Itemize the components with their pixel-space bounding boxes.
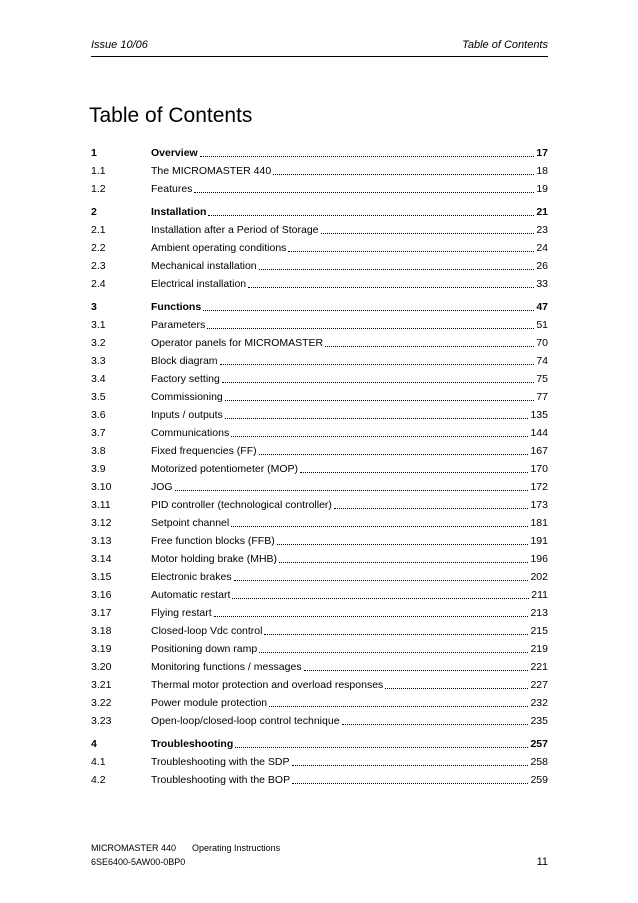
toc-entry-title: Flying restart <box>151 607 212 619</box>
toc-entry-page: 191 <box>530 535 548 547</box>
page-title: Table of Contents <box>89 104 253 127</box>
toc-entry-number: 3.20 <box>91 661 112 673</box>
toc-entry[interactable] <box>91 511 548 529</box>
dot-leader <box>234 579 529 581</box>
toc-entry-number: 3.12 <box>91 517 112 529</box>
toc-entry-title: PID controller (technological controller) <box>151 499 332 511</box>
dot-leader <box>214 615 529 617</box>
toc-entry-title: Functions <box>151 301 202 313</box>
toc-entry-number: 1.1 <box>91 165 106 177</box>
dot-leader <box>259 651 528 653</box>
toc-entry[interactable] <box>91 673 548 691</box>
toc-entry-title: Positioning down ramp <box>151 643 258 655</box>
toc-entry-title: Troubleshooting with the BOP <box>151 774 291 786</box>
toc-entry[interactable] <box>91 331 548 349</box>
toc-entry-title: Features <box>151 183 193 195</box>
toc-entry[interactable] <box>91 457 548 475</box>
dot-leader <box>277 543 529 545</box>
toc-entry-page: 227 <box>530 679 548 691</box>
toc-entry[interactable] <box>91 655 548 673</box>
toc-entry-title: Motorized potentiometer (MOP) <box>151 463 299 475</box>
toc-entry[interactable] <box>91 218 548 236</box>
toc-entry-page: 144 <box>530 427 548 439</box>
toc-entry-page: 213 <box>530 607 548 619</box>
toc-entry-page: 167 <box>530 445 548 457</box>
toc-entry-page: 259 <box>530 774 548 786</box>
toc-entry-title: Parameters <box>151 319 206 331</box>
dot-leader <box>225 417 529 419</box>
toc-entry-number: 3.21 <box>91 679 112 691</box>
dot-leader <box>231 525 528 527</box>
toc-entry-page: 181 <box>530 517 548 529</box>
dot-leader <box>220 363 535 365</box>
toc-entry[interactable] <box>91 493 548 511</box>
dot-leader <box>203 309 534 311</box>
dot-leader <box>259 268 535 270</box>
toc-entry-title: Installation <box>151 206 207 218</box>
toc-entry-page: 74 <box>536 355 548 367</box>
toc-chapter-entry[interactable] <box>91 293 548 313</box>
toc-entry-title: Commissioning <box>151 391 223 403</box>
issue-label: Issue 10/06 <box>91 39 148 51</box>
toc-chapter-entry[interactable] <box>91 198 548 218</box>
toc-entry-page: 172 <box>530 481 548 493</box>
toc-entry-page: 196 <box>530 553 548 565</box>
toc-entry[interactable] <box>91 565 548 583</box>
toc-entry-number: 3.10 <box>91 481 112 493</box>
toc-entry-number: 2 <box>91 206 97 218</box>
toc-entry-page: 18 <box>536 165 548 177</box>
dot-leader <box>385 687 528 689</box>
toc-entry-page: 135 <box>530 409 548 421</box>
toc-entry-number: 3.13 <box>91 535 112 547</box>
toc-entry-number: 3.22 <box>91 697 112 709</box>
dot-leader <box>194 191 534 193</box>
toc-entry-page: 232 <box>530 697 548 709</box>
toc-entry-page: 215 <box>530 625 548 637</box>
toc-entry[interactable] <box>91 475 548 493</box>
toc-entry[interactable] <box>91 421 548 439</box>
toc-entry[interactable] <box>91 254 548 272</box>
toc-entry[interactable] <box>91 177 548 195</box>
dot-leader <box>334 507 529 509</box>
dot-leader <box>231 435 528 437</box>
toc-entry-number: 3.19 <box>91 643 112 655</box>
toc-entry-title: Electrical installation <box>151 278 247 290</box>
product-name: MICROMASTER 440 <box>91 843 177 853</box>
toc-entry-page: 26 <box>536 260 548 272</box>
toc-entry-page: 23 <box>536 224 548 236</box>
toc-entry-number: 3.4 <box>91 373 106 385</box>
dot-leader <box>175 489 529 491</box>
toc-entry-title: Overview <box>151 147 198 159</box>
toc-entry-page: 235 <box>530 715 548 727</box>
toc-entry-title: Monitoring functions / messages <box>151 661 302 673</box>
dot-leader <box>300 471 528 473</box>
toc-entry-page: 173 <box>530 499 548 511</box>
toc-entry-number: 2.3 <box>91 260 106 272</box>
toc-entry-title: Operator panels for MICROMASTER <box>151 337 324 349</box>
dot-leader <box>259 453 529 455</box>
toc-entry-title: Fixed frequencies (FF) <box>151 445 257 457</box>
toc-entry-title: Motor holding brake (MHB) <box>151 553 278 565</box>
toc-entry-title: Free function blocks (FFB) <box>151 535 275 547</box>
toc-entry-page: 221 <box>530 661 548 673</box>
toc-entry[interactable] <box>91 367 548 385</box>
dot-leader <box>200 155 535 157</box>
toc-entry-number: 2.1 <box>91 224 106 236</box>
toc-entry-title: Troubleshooting with the SDP <box>151 756 290 768</box>
toc-entry-number: 3.11 <box>91 499 111 511</box>
dot-leader <box>248 286 534 288</box>
toc-entry-number: 3.6 <box>91 409 106 421</box>
toc-entry-title: Mechanical installation <box>151 260 257 272</box>
dot-leader <box>273 173 534 175</box>
toc-entry-number: 4.1 <box>91 756 106 768</box>
toc-entry-page: 202 <box>530 571 548 583</box>
dot-leader <box>292 764 529 766</box>
toc-entry-number: 3.18 <box>91 625 112 637</box>
toc-entry-number: 3.5 <box>91 391 106 403</box>
dot-leader <box>321 232 535 234</box>
toc-entry-page: 257 <box>530 738 548 750</box>
toc-chapter-entry[interactable] <box>91 139 548 159</box>
toc-entry-number: 3.23 <box>91 715 112 727</box>
toc-entry-title: Communications <box>151 427 230 439</box>
page-number: 11 <box>536 856 548 868</box>
dot-leader <box>235 746 528 748</box>
dot-leader <box>264 633 528 635</box>
toc-entry-page: 47 <box>536 301 548 313</box>
toc-entry-title: Setpoint channel <box>151 517 230 529</box>
toc-entry-number: 2.2 <box>91 242 106 254</box>
toc-entry[interactable] <box>91 349 548 367</box>
toc-entry-number: 3.16 <box>91 589 112 601</box>
toc-entry-title: Ambient operating conditions <box>151 242 287 254</box>
order-number: 6SE6400-5AW00-0BP0 <box>91 857 186 867</box>
toc-entry-number: 4.2 <box>91 774 106 786</box>
toc-entry-page: 24 <box>536 242 548 254</box>
toc-entry-page: 77 <box>536 391 548 403</box>
toc-entry-title: Power module protection <box>151 697 268 709</box>
toc-entry[interactable] <box>91 768 548 786</box>
toc-entry-number: 3.3 <box>91 355 106 367</box>
toc-entry-number: 2.4 <box>91 278 106 290</box>
header-divider <box>91 56 548 57</box>
toc-entry-page: 17 <box>536 147 548 159</box>
section-label: Table of Contents <box>462 39 548 51</box>
toc-entry-page: 211 <box>531 589 548 601</box>
toc-entry[interactable] <box>91 236 548 254</box>
dot-leader <box>325 345 534 347</box>
toc-entry-title: Troubleshooting <box>151 738 234 750</box>
toc-entry-title: Open-loop/closed-loop control technique <box>151 715 340 727</box>
dot-leader <box>342 723 529 725</box>
toc-entry[interactable] <box>91 159 548 177</box>
toc-entry-title: Closed-loop Vdc control <box>151 625 263 637</box>
toc-entry-number: 3.14 <box>91 553 112 565</box>
toc-entry-title: JOG <box>151 481 173 493</box>
toc-entry-title: Electronic brakes <box>151 571 232 583</box>
toc-entry-number: 3.15 <box>91 571 112 583</box>
toc-entry-page: 170 <box>530 463 548 475</box>
toc-entry-page: 21 <box>536 206 548 218</box>
toc-entry-number: 3 <box>91 301 97 313</box>
toc-entry-title: Thermal motor protection and overload responses <box>151 679 384 691</box>
document-type: Operating Instructions <box>192 843 281 853</box>
toc-entry-number: 3.8 <box>91 445 106 457</box>
toc-entry-title: Installation after a Period of Storage <box>151 224 319 236</box>
toc-entry[interactable] <box>91 403 548 421</box>
dot-leader <box>232 597 529 599</box>
dot-leader <box>279 561 528 563</box>
toc-entry-number: 1.2 <box>91 183 106 195</box>
dot-leader <box>225 399 535 401</box>
toc-entry-page: 219 <box>530 643 548 655</box>
toc-entry[interactable] <box>91 313 548 331</box>
dot-leader <box>222 381 534 383</box>
toc-entry[interactable] <box>91 637 548 655</box>
toc-entry[interactable] <box>91 601 548 619</box>
toc-chapter-entry[interactable] <box>91 730 548 750</box>
dot-leader <box>208 214 534 216</box>
toc-entry-number: 3.17 <box>91 607 112 619</box>
toc-entry-number: 3.7 <box>91 427 106 439</box>
toc-entry-number: 4 <box>91 738 97 750</box>
toc-entry-title: Automatic restart <box>151 589 231 601</box>
toc-entry-page: 258 <box>530 756 548 768</box>
toc-entry-page: 51 <box>536 319 548 331</box>
toc-entry[interactable] <box>91 529 548 547</box>
dot-leader <box>269 705 528 707</box>
toc-entry-page: 33 <box>536 278 548 290</box>
toc-list <box>91 139 548 786</box>
toc-entry[interactable] <box>91 709 548 727</box>
toc-entry-title: Factory setting <box>151 373 220 385</box>
toc-entry[interactable] <box>91 547 548 565</box>
toc-entry[interactable] <box>91 750 548 768</box>
toc-entry-page: 19 <box>536 183 548 195</box>
toc-entry[interactable] <box>91 691 548 709</box>
toc-entry[interactable] <box>91 583 548 601</box>
toc-entry[interactable] <box>91 272 548 290</box>
toc-entry-number: 3.2 <box>91 337 106 349</box>
toc-entry[interactable] <box>91 619 548 637</box>
dot-leader <box>207 327 534 329</box>
toc-entry-number: 3.9 <box>91 463 106 475</box>
toc-entry[interactable] <box>91 439 548 457</box>
toc-entry-title: Inputs / outputs <box>151 409 223 421</box>
toc-entry-page: 75 <box>536 373 548 385</box>
toc-entry[interactable] <box>91 385 548 403</box>
toc-entry-number: 3.1 <box>91 319 106 331</box>
toc-entry-title: Block diagram <box>151 355 218 367</box>
dot-leader <box>304 669 529 671</box>
toc-entry-page: 70 <box>536 337 548 349</box>
dot-leader <box>292 782 528 784</box>
toc-entry-number: 1 <box>91 147 97 159</box>
dot-leader <box>288 250 534 252</box>
toc-entry-title: The MICROMASTER 440 <box>151 165 272 177</box>
